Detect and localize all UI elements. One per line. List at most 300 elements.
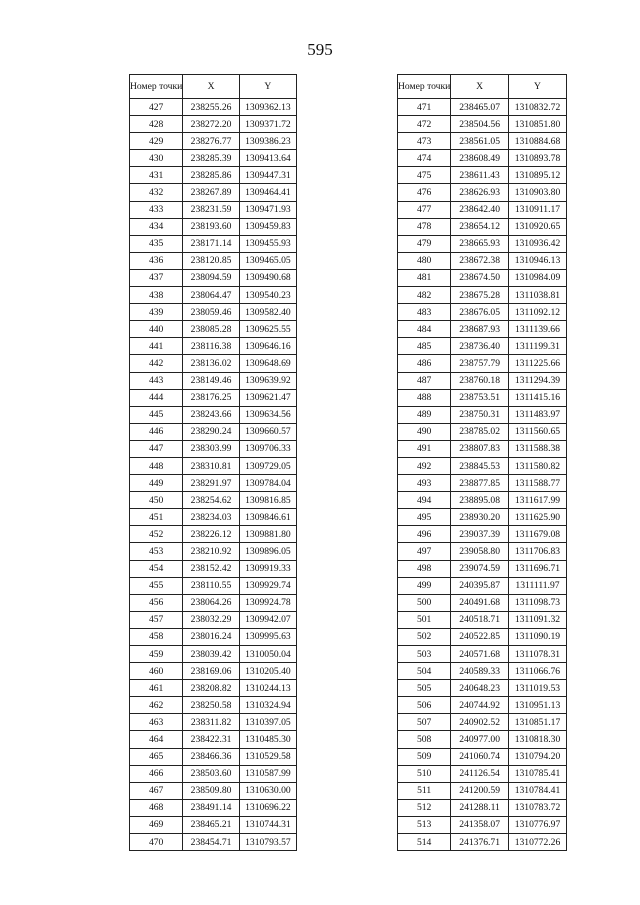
table-row — [130, 799, 297, 816]
table-row — [130, 646, 297, 663]
x-cell: 240571.68 — [451, 646, 509, 663]
point-number-cell: 444 — [130, 389, 183, 406]
point-number-cell: 468 — [130, 799, 183, 816]
table-row — [130, 133, 297, 150]
table-row — [398, 731, 567, 748]
y-cell: 1309924.78 — [239, 594, 296, 611]
point-number-cell: 485 — [398, 338, 451, 355]
table-row — [130, 509, 297, 526]
x-cell: 238509.80 — [183, 782, 239, 799]
point-number-cell: 480 — [398, 252, 451, 269]
table-row — [130, 526, 297, 543]
table-row — [398, 457, 567, 474]
y-cell: 1310911.17 — [508, 201, 566, 218]
x-cell: 238136.02 — [183, 355, 239, 372]
y-cell: 1311706.83 — [508, 543, 566, 560]
point-number-cell: 475 — [398, 167, 451, 184]
x-cell: 238176.25 — [183, 389, 239, 406]
x-cell: 241358.07 — [451, 816, 509, 833]
y-cell: 1310895.12 — [508, 167, 566, 184]
y-cell: 1309648.69 — [239, 355, 296, 372]
table-header-row — [130, 75, 297, 99]
y-cell: 1310793.57 — [239, 834, 296, 851]
x-cell: 238285.39 — [183, 150, 239, 167]
table-row — [130, 697, 297, 714]
x-cell: 240648.23 — [451, 680, 509, 697]
y-cell: 1309371.72 — [239, 116, 296, 133]
point-number-cell: 495 — [398, 509, 451, 526]
point-number-cell: 467 — [130, 782, 183, 799]
table-row — [130, 492, 297, 509]
y-cell: 1311679.08 — [508, 526, 566, 543]
y-cell: 1309413.64 — [239, 150, 296, 167]
point-number-cell: 458 — [130, 628, 183, 645]
y-cell: 1310744.31 — [239, 816, 296, 833]
table-row — [398, 475, 567, 492]
y-cell: 1309455.93 — [239, 235, 296, 252]
table-row — [398, 765, 567, 782]
x-cell: 238032.29 — [183, 611, 239, 628]
point-number-header: Номер точки — [130, 75, 183, 99]
point-number-cell: 478 — [398, 218, 451, 235]
table-row — [130, 304, 297, 321]
table-row — [398, 99, 567, 116]
y-cell: 1310776.97 — [508, 816, 566, 833]
x-cell: 241126.54 — [451, 765, 509, 782]
y-cell: 1311078.31 — [508, 646, 566, 663]
table-row — [398, 577, 567, 594]
point-number-cell: 431 — [130, 167, 183, 184]
table-row — [130, 628, 297, 645]
point-number-cell: 429 — [130, 133, 183, 150]
y-cell: 1310903.80 — [508, 184, 566, 201]
point-number-cell: 476 — [398, 184, 451, 201]
y-cell: 1310205.40 — [239, 663, 296, 680]
point-number-cell: 471 — [398, 99, 451, 116]
x-cell: 238504.56 — [451, 116, 509, 133]
table-row — [398, 389, 567, 406]
x-cell: 240902.52 — [451, 714, 509, 731]
point-number-cell: 445 — [130, 406, 183, 423]
x-cell: 238561.05 — [451, 133, 509, 150]
table-row — [398, 116, 567, 133]
y-cell: 1310984.09 — [508, 269, 566, 286]
table-row — [398, 509, 567, 526]
x-cell: 238807.83 — [451, 440, 509, 457]
point-number-cell: 443 — [130, 372, 183, 389]
table-row — [130, 594, 297, 611]
point-number-cell: 488 — [398, 389, 451, 406]
y-cell: 1309660.57 — [239, 423, 296, 440]
table-row — [398, 782, 567, 799]
point-number-cell: 500 — [398, 594, 451, 611]
x-cell: 238210.92 — [183, 543, 239, 560]
y-cell: 1310630.00 — [239, 782, 296, 799]
table-row — [398, 646, 567, 663]
y-cell: 1309490.68 — [239, 269, 296, 286]
x-cell: 238465.07 — [451, 99, 509, 116]
table-row — [130, 150, 297, 167]
x-cell: 238930.20 — [451, 509, 509, 526]
table-row — [398, 150, 567, 167]
point-number-cell: 461 — [130, 680, 183, 697]
point-number-cell: 511 — [398, 782, 451, 799]
point-number-cell: 509 — [398, 748, 451, 765]
y-cell: 1309919.33 — [239, 560, 296, 577]
x-cell: 238152.42 — [183, 560, 239, 577]
coordinates-table-right — [397, 74, 567, 851]
y-cell: 1311098.73 — [508, 594, 566, 611]
y-cell: 1310785.41 — [508, 765, 566, 782]
y-cell: 1311617.99 — [508, 492, 566, 509]
x-cell: 238608.49 — [451, 150, 509, 167]
point-number-cell: 484 — [398, 321, 451, 338]
y-cell: 1310529.58 — [239, 748, 296, 765]
x-cell: 238674.50 — [451, 269, 509, 286]
x-cell: 241200.59 — [451, 782, 509, 799]
x-cell: 240744.92 — [451, 697, 509, 714]
x-cell: 238208.82 — [183, 680, 239, 697]
point-number-cell: 460 — [130, 663, 183, 680]
y-cell: 1309582.40 — [239, 304, 296, 321]
table-row — [398, 440, 567, 457]
x-cell: 241288.11 — [451, 799, 509, 816]
y-cell: 1309995.63 — [239, 628, 296, 645]
x-cell: 238116.38 — [183, 338, 239, 355]
x-cell: 238672.38 — [451, 252, 509, 269]
y-cell: 1309362.13 — [239, 99, 296, 116]
table-row — [398, 304, 567, 321]
point-number-cell: 435 — [130, 235, 183, 252]
point-number-cell: 497 — [398, 543, 451, 560]
x-cell: 238675.28 — [451, 287, 509, 304]
table-row — [130, 543, 297, 560]
point-number-cell: 513 — [398, 816, 451, 833]
point-number-cell: 450 — [130, 492, 183, 509]
table-row — [130, 235, 297, 252]
point-number-cell: 464 — [130, 731, 183, 748]
y-cell: 1309816.85 — [239, 492, 296, 509]
y-cell: 1310772.26 — [508, 834, 566, 851]
point-number-cell: 506 — [398, 697, 451, 714]
y-cell: 1310920.65 — [508, 218, 566, 235]
table-row — [398, 406, 567, 423]
table-row — [398, 816, 567, 833]
y-cell: 1309896.05 — [239, 543, 296, 560]
table-row — [130, 731, 297, 748]
y-cell: 1310485.30 — [239, 731, 296, 748]
table-row — [130, 457, 297, 474]
point-number-cell: 502 — [398, 628, 451, 645]
point-number-cell: 512 — [398, 799, 451, 816]
x-cell: 238665.93 — [451, 235, 509, 252]
table-row — [398, 252, 567, 269]
point-number-cell: 449 — [130, 475, 183, 492]
y-cell: 1311696.71 — [508, 560, 566, 577]
point-number-cell: 440 — [130, 321, 183, 338]
x-cell: 238064.26 — [183, 594, 239, 611]
x-cell: 238491.14 — [183, 799, 239, 816]
point-number-cell: 452 — [130, 526, 183, 543]
table-row — [398, 628, 567, 645]
point-number-cell: 508 — [398, 731, 451, 748]
point-number-cell: 448 — [130, 457, 183, 474]
y-cell: 1311066.76 — [508, 663, 566, 680]
table-row — [398, 201, 567, 218]
y-cell: 1311588.77 — [508, 475, 566, 492]
x-cell: 238785.02 — [451, 423, 509, 440]
y-cell: 1311560.65 — [508, 423, 566, 440]
point-number-cell: 436 — [130, 252, 183, 269]
x-cell: 238303.99 — [183, 440, 239, 457]
point-number-cell: 454 — [130, 560, 183, 577]
y-cell: 1309784.04 — [239, 475, 296, 492]
point-number-cell: 486 — [398, 355, 451, 372]
x-cell: 238465.21 — [183, 816, 239, 833]
x-cell: 240491.68 — [451, 594, 509, 611]
point-number-cell: 482 — [398, 287, 451, 304]
table-row — [130, 663, 297, 680]
table-row — [398, 133, 567, 150]
point-number-cell: 499 — [398, 577, 451, 594]
table-row — [130, 218, 297, 235]
x-cell: 240395.87 — [451, 577, 509, 594]
table-row — [130, 714, 297, 731]
y-cell: 1311111.97 — [508, 577, 566, 594]
table-row — [398, 372, 567, 389]
x-cell: 238085.28 — [183, 321, 239, 338]
x-cell: 238736.40 — [451, 338, 509, 355]
y-cell: 1310794.20 — [508, 748, 566, 765]
y-cell: 1311225.66 — [508, 355, 566, 372]
table-row — [130, 782, 297, 799]
page-number: 595 — [307, 40, 333, 59]
point-number-cell: 472 — [398, 116, 451, 133]
y-header: Y — [508, 75, 566, 99]
x-cell: 238503.60 — [183, 765, 239, 782]
x-cell: 238255.26 — [183, 99, 239, 116]
point-number-cell: 474 — [398, 150, 451, 167]
table-row — [130, 680, 297, 697]
point-number-cell: 514 — [398, 834, 451, 851]
table-row — [398, 423, 567, 440]
table-row — [130, 355, 297, 372]
point-number-cell: 466 — [130, 765, 183, 782]
point-number-cell: 442 — [130, 355, 183, 372]
point-number-cell: 441 — [130, 338, 183, 355]
table-row — [130, 372, 297, 389]
x-cell: 238877.85 — [451, 475, 509, 492]
point-number-cell: 427 — [130, 99, 183, 116]
point-number-cell: 438 — [130, 287, 183, 304]
y-cell: 1309386.23 — [239, 133, 296, 150]
x-cell: 238267.89 — [183, 184, 239, 201]
table-row — [130, 287, 297, 304]
point-number-cell: 494 — [398, 492, 451, 509]
point-number-header: Номер точки — [398, 75, 451, 99]
x-cell: 241376.71 — [451, 834, 509, 851]
y-cell: 1310784.41 — [508, 782, 566, 799]
y-cell: 1310587.99 — [239, 765, 296, 782]
y-cell: 1311294.39 — [508, 372, 566, 389]
point-number-cell: 493 — [398, 475, 451, 492]
y-cell: 1310324.94 — [239, 697, 296, 714]
point-number-cell: 489 — [398, 406, 451, 423]
y-cell: 1309942.07 — [239, 611, 296, 628]
table-row — [398, 680, 567, 697]
table-row — [130, 834, 297, 851]
point-number-cell: 487 — [398, 372, 451, 389]
point-number-cell: 462 — [130, 697, 183, 714]
point-number-cell: 453 — [130, 543, 183, 560]
y-cell: 1309929.74 — [239, 577, 296, 594]
table-row — [130, 389, 297, 406]
y-cell: 1310832.72 — [508, 99, 566, 116]
table-row — [398, 748, 567, 765]
point-number-cell: 456 — [130, 594, 183, 611]
y-cell: 1310696.22 — [239, 799, 296, 816]
y-cell: 1309646.16 — [239, 338, 296, 355]
y-cell: 1310851.80 — [508, 116, 566, 133]
x-cell: 238016.24 — [183, 628, 239, 645]
y-cell: 1311092.12 — [508, 304, 566, 321]
x-cell: 238895.08 — [451, 492, 509, 509]
y-cell: 1309625.55 — [239, 321, 296, 338]
table-row — [398, 799, 567, 816]
point-number-cell: 501 — [398, 611, 451, 628]
x-cell: 238753.51 — [451, 389, 509, 406]
point-number-cell: 446 — [130, 423, 183, 440]
x-cell: 238231.59 — [183, 201, 239, 218]
table-row — [130, 816, 297, 833]
point-number-cell: 430 — [130, 150, 183, 167]
y-cell: 1311019.53 — [508, 680, 566, 697]
point-number-cell: 492 — [398, 457, 451, 474]
point-number-cell: 428 — [130, 116, 183, 133]
x-cell: 240589.33 — [451, 663, 509, 680]
point-number-cell: 479 — [398, 235, 451, 252]
y-cell: 1311090.19 — [508, 628, 566, 645]
x-cell: 238285.86 — [183, 167, 239, 184]
table-row — [130, 201, 297, 218]
x-cell: 238149.46 — [183, 372, 239, 389]
table-row — [398, 714, 567, 731]
table-row — [398, 543, 567, 560]
point-number-cell: 447 — [130, 440, 183, 457]
y-cell: 1311038.81 — [508, 287, 566, 304]
coordinates-table-left — [129, 74, 297, 851]
y-cell: 1309634.56 — [239, 406, 296, 423]
y-cell: 1309639.92 — [239, 372, 296, 389]
point-number-cell: 465 — [130, 748, 183, 765]
table-row — [130, 765, 297, 782]
y-cell: 1311139.66 — [508, 321, 566, 338]
x-cell: 238422.31 — [183, 731, 239, 748]
x-cell: 238254.62 — [183, 492, 239, 509]
table-row — [398, 697, 567, 714]
y-cell: 1309706.33 — [239, 440, 296, 457]
table-row — [130, 167, 297, 184]
y-cell: 1311415.16 — [508, 389, 566, 406]
point-number-cell: 507 — [398, 714, 451, 731]
point-number-cell: 490 — [398, 423, 451, 440]
x-cell: 238611.43 — [451, 167, 509, 184]
table-row — [130, 423, 297, 440]
table-row — [398, 338, 567, 355]
x-cell: 238642.40 — [451, 201, 509, 218]
y-cell: 1309465.05 — [239, 252, 296, 269]
x-cell: 238290.24 — [183, 423, 239, 440]
x-cell: 238276.77 — [183, 133, 239, 150]
point-number-cell: 477 — [398, 201, 451, 218]
x-cell: 238676.05 — [451, 304, 509, 321]
x-cell: 238654.12 — [451, 218, 509, 235]
table-row — [130, 475, 297, 492]
table-row — [130, 611, 297, 628]
x-header: X — [451, 75, 509, 99]
x-cell: 238243.66 — [183, 406, 239, 423]
x-cell: 238757.79 — [451, 355, 509, 372]
x-cell: 238059.46 — [183, 304, 239, 321]
x-cell: 238193.60 — [183, 218, 239, 235]
table-row — [130, 338, 297, 355]
y-cell: 1309459.83 — [239, 218, 296, 235]
y-cell: 1310851.17 — [508, 714, 566, 731]
y-cell: 1310397.05 — [239, 714, 296, 731]
y-cell: 1310936.42 — [508, 235, 566, 252]
table-row — [130, 116, 297, 133]
point-number-cell: 437 — [130, 269, 183, 286]
y-cell: 1310946.13 — [508, 252, 566, 269]
point-number-cell: 498 — [398, 560, 451, 577]
point-number-cell: 439 — [130, 304, 183, 321]
x-cell: 238310.81 — [183, 457, 239, 474]
x-cell: 238250.58 — [183, 697, 239, 714]
x-cell: 238272.20 — [183, 116, 239, 133]
y-cell: 1310783.72 — [508, 799, 566, 816]
table-row — [398, 235, 567, 252]
table-row — [398, 218, 567, 235]
y-cell: 1309729.05 — [239, 457, 296, 474]
table-row — [398, 526, 567, 543]
table-row — [130, 184, 297, 201]
table-row — [130, 406, 297, 423]
point-number-cell: 451 — [130, 509, 183, 526]
table-row — [398, 355, 567, 372]
point-number-cell: 483 — [398, 304, 451, 321]
table-row — [398, 492, 567, 509]
table-row — [130, 252, 297, 269]
y-cell: 1311580.82 — [508, 457, 566, 474]
x-cell: 239074.59 — [451, 560, 509, 577]
y-cell: 1309540.23 — [239, 287, 296, 304]
table-row — [130, 321, 297, 338]
x-cell: 238760.18 — [451, 372, 509, 389]
y-cell: 1310893.78 — [508, 150, 566, 167]
table-row — [398, 611, 567, 628]
table-row — [398, 184, 567, 201]
x-cell: 240977.00 — [451, 731, 509, 748]
table-row — [398, 269, 567, 286]
point-number-cell: 463 — [130, 714, 183, 731]
point-number-cell: 459 — [130, 646, 183, 663]
table-row — [130, 748, 297, 765]
x-cell: 239037.39 — [451, 526, 509, 543]
point-number-cell: 432 — [130, 184, 183, 201]
y-cell: 1309464.41 — [239, 184, 296, 201]
y-cell: 1310244.13 — [239, 680, 296, 697]
table-row — [130, 269, 297, 286]
